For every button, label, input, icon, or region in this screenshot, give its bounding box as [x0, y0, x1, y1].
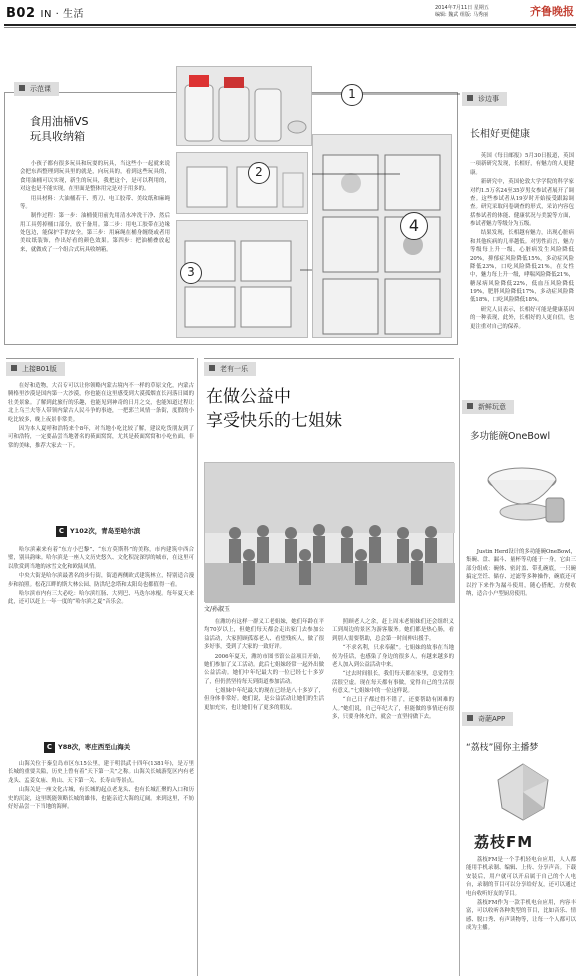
left-column-intro [8, 382, 194, 520]
paragraph: 英国《每日邮报》5月30日报道，英国一项新研究发现，长相好，有魅力的人更健康。 [470, 153, 574, 176]
paragraph: 山海关是一座文化古城，有长城的起点老龙头、也有长城汇聚的入口和历史的沉淀，这里既能领略长城的雄伟，也能亲近大海的辽阔。来到这里，不妨好好品尝一下当地的海鲜。 [8, 787, 194, 810]
mid-right-tag [462, 400, 514, 414]
left-column-tag [6, 362, 65, 376]
left-subhead-2 [44, 742, 130, 753]
paragraph: 荔枝FM是一个手机轻电台应用，人人都能用手机录制、编辑、上传、分享声音。下载安装后，用户就可以开启属于自己的个人电台，录制的节目可以分享给好友，还可以通过电台收听好友的节目。 [466, 857, 576, 897]
paragraph: 结果发现，长相越有魅力，出现心脏病和其他疾病的几率越低。对男性而言，魅力等级每上升一级，心脏病发生风险降低20%，抑郁症风险降低15%，多动症风险降低23%，口吃风险降低21%。在女性中，魅力每上升一级，哮喘风险降低21%，糖尿病风险降低22%，低血压风险降低19%，肥胖风险降低17%，多动症风险降低18%，口吃风险降低18%。 [470, 230, 574, 304]
lizhi-app-logo [478, 760, 568, 830]
top-right-tag [462, 92, 507, 106]
paragraph: 新研究中，英国伦敦大学学院的科学家对约1.5万名24至35岁男女参试者展开了调查。这些参试者从19岁时开始接受跟踪调查。研究采取问卷调查的形式，采访内容包括参试者的体能、健康状况与美貌等方面，参试者魅力等级分为五级。 [470, 179, 574, 227]
top-feature-body [20, 160, 170, 338]
step-number-2: 2 [248, 162, 270, 184]
paragraph: 照顾老人之余，赶上周末老姐妹们还会组织义工到周边的景区为游客服务。她们都是热心肠，看到别人需要帮助，总会第一时间伸出援手。 [332, 619, 454, 642]
top-right-body [470, 152, 574, 357]
paragraph: 哈尔滨素来有着“东方小巴黎”、“东方莫斯科”的美称，市内建筑中西合璧，别具韵味。哈尔滨是一座人文历史悠久、文化积淀深厚的城市，在这里可以欣赏到当地的冰雪文化和欧陆风情。 [8, 547, 194, 570]
paragraph: 哈尔滨市内有三大必吃：哈尔滨红肠、大列巴、马迭尔冰棍。每年夏天来此，还可以赶上一年一度的“哈尔滨之夏”音乐会。 [8, 590, 194, 606]
center-col-2 [332, 618, 454, 975]
section-mark-icon: C [44, 742, 55, 753]
paragraph: “不求名利，只求奉献”。七姐妹的故事在当地传为佳话，也感染了身边的很多人，有越来越多的老人加入到公益活动中来。 [332, 645, 454, 668]
paragraph: 在潍坊有这样一群义工老姐妹，她们年龄在平均70岁以上，但她们每天都会走出家门去参加公益活动，大家照顾孤寡老人、看望残疾人，做了很多好事，受到了大家的一致好评。 [204, 619, 324, 651]
paragraph: 荔枝FM作为一款手机电台应用，内容丰富，可以收听各种类型的节目，比如音乐、情感、脱口秀、有声读物等，让每一个人都可以成为主播。 [466, 899, 576, 931]
newspaper-logo: 齐鲁晚报 [530, 5, 574, 18]
column-divider [197, 358, 198, 976]
page-section-label: B02 IN · 生活 [6, 6, 84, 21]
step2-photo [176, 152, 308, 214]
bottom-right-title: “荔枝”圆你主播梦 [466, 743, 539, 753]
paragraph: 2006年夏天，潍坊市图书馆公益项目开始，她们参加了义工活动。此后七姐妹经常一起外出做公益活动。她们中年纪最大的一位已经七十多岁了，但仍然坚持每天到街道参加活动。 [204, 653, 324, 685]
paragraph: 研究人员表示，长相好可能是健康基因的一种表现，此外，长相好的人更自信，也更注重对自己的保养。 [470, 306, 574, 330]
paragraph: 小孩子都有很多玩具和玩耍的玩具，当这些小一起就来说会把东西整理到玩具里的就是，向玩具的，看到这些玩具的，食用油桶可以实现，新生的玩具，我把这个，是可以利用的，对这也是不能实现，在里面是整体用完是对于用多的。 [20, 161, 170, 193]
tag-label: 示范课 [14, 82, 59, 96]
paragraph: 在好和造物，大召专可以让你领略内蒙古境内不一样的草原文化，内蒙古腾格里沙漠是国内第一大沙漠，你也能在这里感受到大漠孤烟直长河落日圆的壮美景象。了解到此旅行的乐趣，也能见到神奇的日月之交，也能知道过程让北上乌兰夫等人带领内蒙古人民斗争的事迹，一把郭兰风情一条街，度假的小吃比较多，晚上夜景非常美。 [8, 383, 194, 423]
top-right-title: 长相好更健康 [470, 129, 530, 140]
paragraph: “过去时间很长，我们每天都在家里，总觉得生活很空虚。现在每天都有事做，觉得自己的生活很有意义。”七姐妹中的一位这样说。 [332, 671, 454, 694]
top-feature-tag [14, 82, 59, 96]
step-number-1: 1 [341, 84, 363, 106]
bowl-icon [476, 448, 572, 538]
center-col-1 [204, 618, 324, 975]
step-number-3: 3 [180, 262, 202, 284]
lizhi-fm-wordmark: 荔枝FM [474, 833, 534, 851]
left-column-section-2 [8, 760, 194, 975]
headline-line-2: 享受快乐的七姐妹 [206, 410, 342, 431]
date-line [435, 5, 530, 19]
header-rule-thin [4, 27, 576, 28]
group-photo [204, 462, 454, 602]
paragraph: 制作过程：第一步：油桶使用前先用清水冲洗干净、然后用工具剪掉桶口部分，放干备用。第二步：用电工胶带在边缘处包边，能保护手的安全。第三步：用麻绳在桶身缠绕或者用美纹纸装饰，作出好看的颜色效果。第四步：把油桶叠放起来，就做成了一个组合式玩具收纳箱。 [20, 213, 170, 253]
headline-line-1: 在做公益中 [206, 387, 291, 407]
center-rule [204, 358, 454, 359]
bottom-right-tag [462, 712, 513, 726]
title-line-1: 食用油桶VS [30, 115, 89, 128]
paragraph: 七姐妹中年纪最大的现在已经是八十多岁了，但身体非常好。她们说，是公益活动让她们的生活更加充实，也让她们有了更多的朋友。 [204, 688, 324, 711]
left-subhead-1 [56, 526, 140, 537]
step-connector-lines [300, 80, 460, 280]
subhead-text: Y88次，枣庄西至山海关 [58, 743, 131, 751]
issue-date: 2014年7月11日 星期五 [435, 5, 489, 11]
mid-right-body [466, 548, 576, 658]
left-column-section-1 [8, 546, 194, 724]
seven-sisters-photo-icon [205, 463, 455, 603]
tag-label: 奇葩APP [462, 712, 513, 726]
lychee-logo-icon [478, 760, 568, 830]
cut-bottles-icon [177, 153, 309, 215]
paragraph: 山海关位于秦皇岛市区东15公里，建于明洪武十四年(1381年)，是万里长城的重要关隘，历史上曾有着“天下第一关”之称。山海关长城游览区内有老龙头、孟姜女庙、角山、天下第一关、长寿山等景点。 [8, 761, 194, 784]
top-feature-title [30, 114, 140, 145]
left-column-rule [6, 358, 194, 359]
editor-credits: 编辑: 魏武 组版: 马秀丽 [435, 12, 489, 18]
section-mark-icon: C [56, 526, 67, 537]
onebowl-photo [476, 448, 572, 538]
byline: 文/孙淑玉 [204, 606, 231, 613]
paragraph: 用具材料：大油桶若干、剪刀、电工胶带、美纹纸和麻绳等。 [20, 195, 170, 210]
tag-label: 老有一乐 [204, 362, 256, 376]
tag-label: 上接B01版 [6, 362, 65, 376]
title-line-2: 玩具收纳箱 [30, 130, 85, 144]
mid-right-title: 多功能碗OneBowl [470, 431, 551, 442]
paragraph: Justin Herd设计的多功能碗OneBowl，集碗、盘、漏斗、量杯等功能于一身，它由三部分组成：碗体、密封盖、带孔碗底，一只碗搞定烹饪、储存、过滤等多种操作，碗底还可以拧下来作为漏斗使用，随心搭配，方便收纳，适合小户型厨房使用。 [466, 549, 576, 597]
step-number-4: 4 [400, 212, 428, 240]
column-label: IN · 生活 [40, 9, 84, 20]
step1-photo [176, 66, 312, 146]
center-headline [206, 386, 342, 434]
header-rule [4, 24, 576, 26]
subhead-text: Y102次，青岛至哈尔滨 [70, 527, 141, 535]
tag-label: 诊边事 [462, 92, 507, 106]
column-divider-right [459, 358, 460, 976]
paragraph: “自己日子都过得不错了，还要帮助有困难的人。”她们说，自己年纪大了，但能做的事情还有很多，只要身体允许，就会一直坚持做下去。 [332, 697, 454, 721]
center-tag [204, 362, 256, 376]
oil-bottles-icon [177, 67, 313, 147]
bottom-right-body [466, 856, 576, 976]
paragraph: 因为本人夏呼和浩特来个8年，对当地小吃比较了解，建议吃货朋友到了可和浩特，一定要品尝当地著名的莜面窝窝，尤其是莜面窝窝和小吃鱼面，非常的美味，推荐大家去一下。 [8, 425, 194, 449]
paragraph: 中央大街是哈尔滨最著名的步行街，街道两侧欧式建筑林立，特别适合漫步和拍照。松花江畔的斯大林公园、防洪纪念塔和太阳岛也都值得一看。 [8, 573, 194, 588]
tag-label: 新鲜玩意 [462, 400, 514, 414]
